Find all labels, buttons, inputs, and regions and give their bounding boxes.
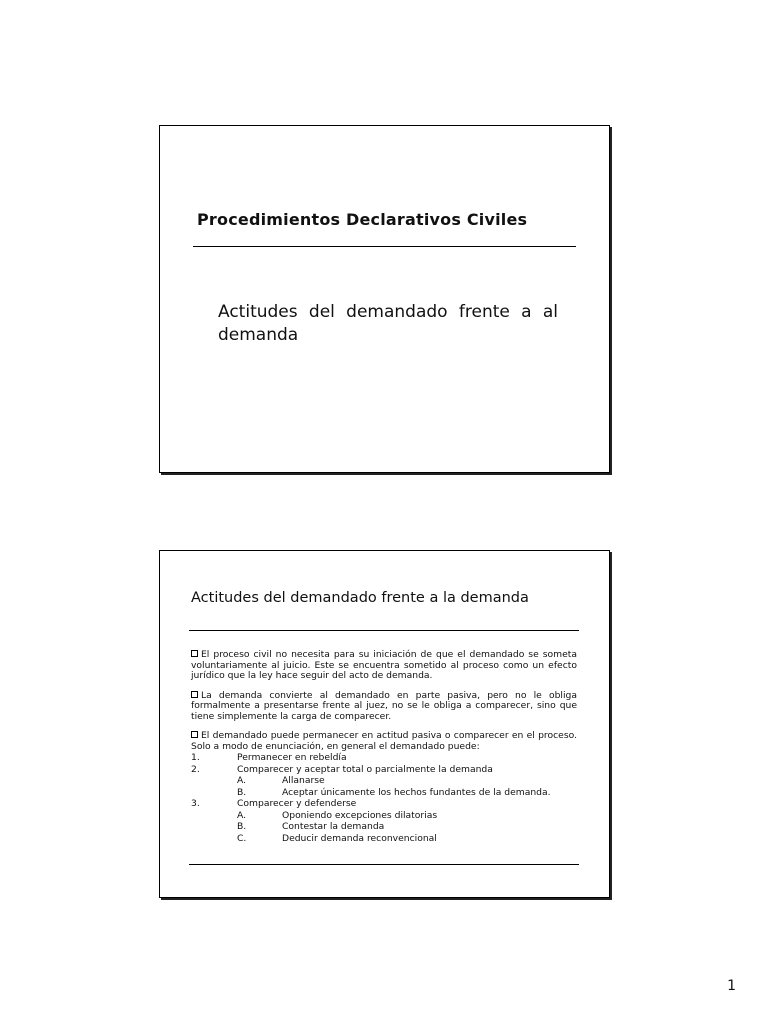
slide-1-title-rule <box>193 246 576 247</box>
slide-2 <box>159 550 610 898</box>
sub-list-item-text: Deducir demanda reconvencional <box>282 832 437 844</box>
page-number: 1 <box>727 978 736 994</box>
sub-list-item-text: Allanarse <box>282 775 325 786</box>
paragraph-3 <box>191 731 577 752</box>
paragraph-2-text: La demanda convierte al demandado en parte pasiva, pero no le obliga formalmente a presentarse frente al juez, no se le obliga a comparecer, sino que tiene simplemente la carga de comparecer. <box>191 689 577 722</box>
paragraph-1 <box>191 650 577 682</box>
sub-list-item-letter: C. <box>237 832 247 844</box>
sub-list-item <box>191 776 577 788</box>
sub-list-item <box>191 822 577 834</box>
checkbox-bullet-icon <box>191 650 198 657</box>
sub-list-item <box>191 811 577 823</box>
slide-2-body <box>191 650 577 845</box>
sub-list-item-text: Oponiendo excepciones dilatorias <box>282 809 438 821</box>
list-item <box>191 753 577 765</box>
sub-list-item-text: Contestar la demanda <box>282 821 385 832</box>
sub-list-item-letter: B. <box>237 821 247 832</box>
slide-2-footer-rule <box>189 864 579 865</box>
checkbox-bullet-icon <box>191 691 198 698</box>
sub-list-item-letter: B. <box>237 786 247 798</box>
checkbox-bullet-icon <box>191 731 198 738</box>
slide-1-subtitle: Actitudes del demandado frente a al demanda <box>218 302 558 345</box>
paragraph-3-text: El demandado puede permanecer en actitud pasiva o comparecer en el proceso. Solo a modo de enunciación, en general el demandado puede: <box>191 730 577 752</box>
list-item-text: Comparecer y defenderse <box>237 798 357 809</box>
slide-1-title: Procedimientos Declarativos Civiles <box>197 210 528 229</box>
sub-list-item-letter: A. <box>237 775 247 786</box>
slide-2-title: Actitudes del demandado frente a la demanda <box>191 590 529 606</box>
list-item <box>191 765 577 777</box>
slide-1 <box>159 125 610 473</box>
paragraph-1-text: El proceso civil no necesita para su iniciación de que el demandado se someta voluntariamente al juicio. Este se encuentra sometido al proceso como un efecto jurídico que la ley hace seguir del acto de demanda. <box>191 649 577 681</box>
sub-list-item <box>191 834 577 846</box>
list-item-number: 2. <box>191 763 200 775</box>
list-item-number: 3. <box>191 798 200 809</box>
sub-list-item-text: Aceptar únicamente los hechos fundantes de la demanda. <box>282 786 551 798</box>
list-item <box>191 799 577 811</box>
list-item-number: 1. <box>191 752 200 763</box>
paragraph-2 <box>191 691 577 723</box>
list-item-text: Comparecer y aceptar total o parcialmente la demanda <box>237 763 493 775</box>
options-list <box>191 753 577 845</box>
slide-2-title-rule <box>189 630 579 631</box>
sub-list-item-letter: A. <box>237 809 247 821</box>
list-item-text: Permanecer en rebeldía <box>237 752 347 763</box>
